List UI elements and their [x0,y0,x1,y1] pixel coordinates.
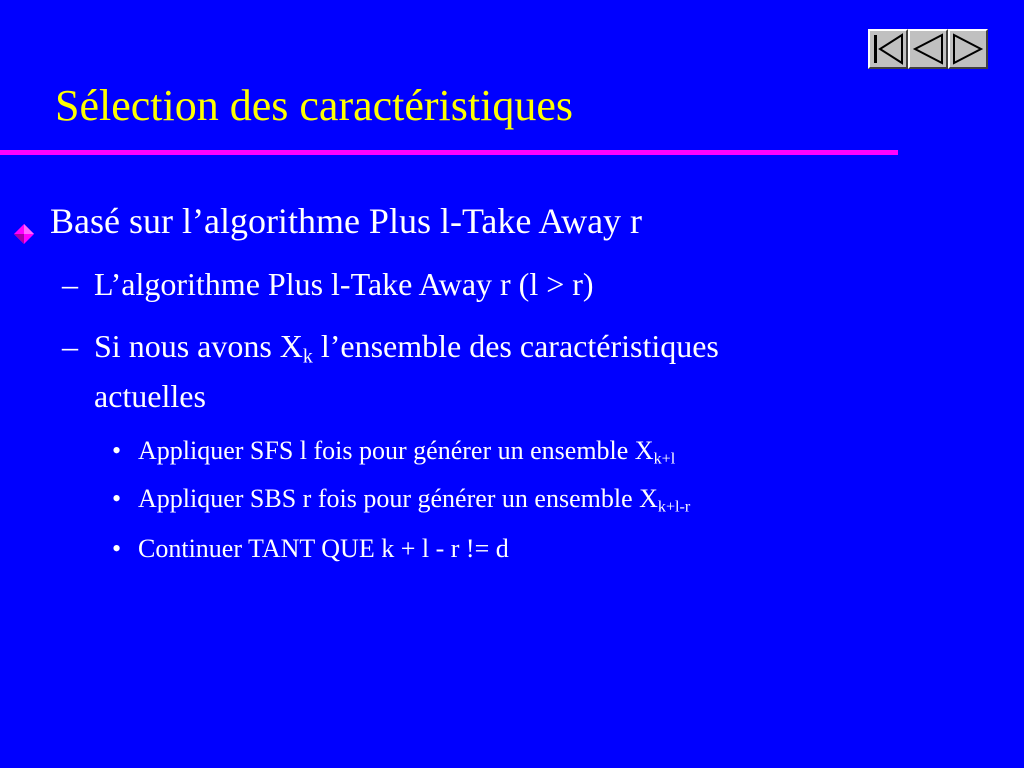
list-item-2 [112,484,690,514]
subscript-k-plus-l-minus-r: k+l-r [657,498,691,516]
subscript-k: k [302,345,313,368]
dot-marker: • [112,534,122,563]
sub-bullet-1-text: L’algorithme Plus l-Take Away r (l > r) [94,266,594,302]
list-item-3 [112,534,509,564]
title-divider [0,150,898,155]
dot-marker: • [112,436,122,465]
slide-navigation [868,29,988,69]
next-slide-button[interactable] [948,29,988,69]
sub-bullet-2-text-cont: l’ensemble des caractéristiques [312,328,719,364]
previous-slide-icon [911,32,945,66]
bullet-level1-text: Basé sur l’algorithme Plus l-Take Away r [50,201,643,241]
sub-bullet-2-line2: actuelles [94,378,206,414]
first-slide-icon [871,32,905,66]
sub-bullet-2-text: Si nous avons X [94,328,303,364]
dash-marker: – [62,266,78,302]
subscript-k-plus-l: k+l [653,450,676,468]
dot-marker: • [112,484,122,513]
list-item-1-text: Appliquer SFS l fois pour générer un ensemble X [138,436,654,465]
slide-title: Sélection des caractéristiques [55,81,574,130]
next-slide-icon [951,32,985,66]
list-item-3-text: Continuer TANT QUE k + l - r != d [138,534,509,563]
list-item-2-text: Appliquer SBS r fois pour générer un ensemble X [138,484,658,513]
dash-marker: – [62,328,78,364]
sub-bullet-2-continuation [62,378,206,415]
bullet-level1 [14,200,642,242]
first-slide-button[interactable] [868,29,908,69]
sub-bullet-2 [62,328,719,368]
diamond-bullet-icon [14,211,34,231]
list-item-1 [112,436,675,466]
sub-bullet-1 [62,266,594,303]
previous-slide-button[interactable] [908,29,948,69]
